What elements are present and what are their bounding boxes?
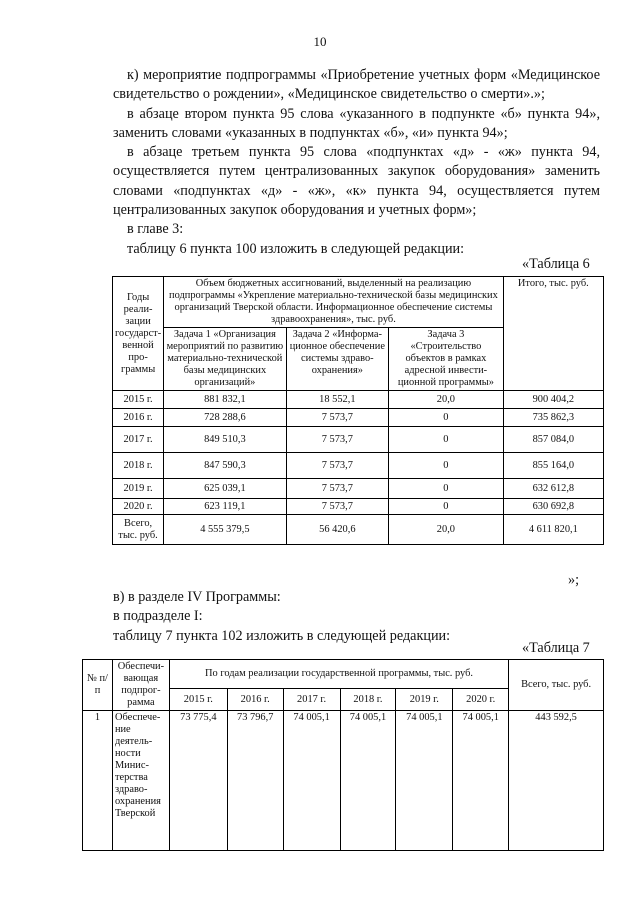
- col-years-header: Годы реали-зации государст-венной про-граммы: [113, 277, 164, 391]
- row-task1: 881 832,1: [164, 391, 286, 409]
- table-7: [82, 659, 604, 851]
- row-num: 1: [83, 711, 113, 851]
- row-year: 2018 г.: [113, 453, 164, 479]
- table6-caption: «Таблица 6: [522, 256, 590, 272]
- year-header: 2020 г.: [453, 689, 509, 711]
- paragraph-subsection1: в подразделе I:: [113, 608, 203, 625]
- row-year: 2017 г.: [113, 427, 164, 453]
- row-year: 2016 г.: [113, 409, 164, 427]
- col-total-header: Всего, тыс. руб.: [509, 660, 604, 711]
- table-row: [113, 499, 604, 515]
- total-task2: 56 420,6: [286, 515, 389, 545]
- year-header: 2019 г.: [396, 689, 453, 711]
- row-value: 73 796,7: [227, 711, 283, 851]
- row-task1: 847 590,3: [164, 453, 286, 479]
- row-year: 2019 г.: [113, 479, 164, 499]
- row-task1: 728 288,6: [164, 409, 286, 427]
- year-header: 2016 г.: [227, 689, 283, 711]
- total-row-label: Всего, тыс. руб.: [113, 515, 164, 545]
- task1-header: Задача 1 «Организация мероприятий по развитию материально-технической базы медицинских организаций»: [164, 328, 286, 391]
- row-total: 443 592,5: [509, 711, 604, 851]
- total-task1: 4 555 379,5: [164, 515, 286, 545]
- row-total: 857 084,0: [503, 427, 603, 453]
- paragraph-section4: в) в разделе IV Программы:: [113, 589, 281, 605]
- row-task2: 7 573,7: [286, 479, 389, 499]
- row-task3: 0: [389, 499, 504, 515]
- row-value: 74 005,1: [396, 711, 453, 851]
- year-header: 2015 г.: [169, 689, 227, 711]
- row-task1: 625 039,1: [164, 479, 286, 499]
- table-row: [113, 391, 604, 409]
- row-value: 74 005,1: [453, 711, 509, 851]
- row-value: 73 775,4: [169, 711, 227, 851]
- section4-text: [113, 588, 600, 646]
- row-task3: 0: [389, 479, 504, 499]
- total-task3: 20,0: [389, 515, 504, 545]
- table-6: [112, 276, 604, 545]
- row-task2: 18 552,1: [286, 391, 389, 409]
- page-number: 10: [313, 34, 327, 49]
- table-row: [113, 453, 604, 479]
- year-header: 2018 г.: [340, 689, 396, 711]
- years-group-header: По годам реализации государственной программы, тыс. руб.: [169, 660, 508, 689]
- row-total: 630 692,8: [503, 499, 603, 515]
- table-row: [83, 711, 604, 851]
- row-value: 74 005,1: [340, 711, 396, 851]
- paragraph-p95-second: в абзаце втором пункта 95 слова «указанного в подпункте «б» пункта 94», заменить словами «указанных в подпунктах «б», «и» пункта 94»;: [113, 105, 600, 141]
- table-total-row: [113, 515, 604, 545]
- row-total: 632 612,8: [503, 479, 603, 499]
- task3-header: Задача 3 «Строительство объектов в рамках адресной инвести-ционной программы»: [389, 328, 504, 391]
- budget-group-header: Объем бюджетных ассигнований, выделенный на реализацию подпрограммы «Укрепление материально-технической базы медицинских организаций Тверской области. Информационное обеспечение системы здравоохранения», тыс. руб.: [164, 277, 504, 328]
- paragraph-p95-third: в абзаце третьем пункта 95 слова «подпунктах «д» - «ж» пункта 94, осуществляется путем централизованных закупок оборудования» заменить словами «подпунктах «д» - «ж», «к» пункта 94, осуществляется путем централизованных закупок оборудования и учетных форм»;: [113, 144, 600, 219]
- total-header: Итого, тыс. руб.: [503, 277, 603, 391]
- year-header: 2017 г.: [283, 689, 340, 711]
- row-task2: 7 573,7: [286, 453, 389, 479]
- row-total: 855 164,0: [503, 453, 603, 479]
- table-row: [113, 479, 604, 499]
- row-value: 74 005,1: [283, 711, 340, 851]
- paragraph-item-k: к) мероприятие подпрограммы «Приобретение учетных форм «Медицинское свидетельство о рождении», «Медицинское свидетельство о смерти».»;: [113, 67, 600, 103]
- row-task2: 7 573,7: [286, 427, 389, 453]
- col-num-header: № п/п: [83, 660, 113, 711]
- col-org-header: Обеспечи-вающая подпрог-рамма: [112, 660, 169, 711]
- row-year: 2020 г.: [113, 499, 164, 515]
- closing-quote: »;: [568, 572, 580, 588]
- row-year: 2015 г.: [113, 391, 164, 409]
- paragraph-chapter3: в главе 3:: [127, 221, 184, 238]
- paragraph-table6-intro: таблицу 6 пункта 100 изложить в следующей редакции:: [127, 240, 465, 257]
- table7-caption: «Таблица 7: [522, 640, 590, 656]
- total-sum: 4 611 820,1: [503, 515, 603, 545]
- row-task3: 20,0: [389, 391, 504, 409]
- row-org: Обеспече-ние деятель-ности Минис-терства здраво-охранения Тверской: [112, 711, 169, 851]
- row-total: 735 862,3: [503, 409, 603, 427]
- row-task2: 7 573,7: [286, 499, 389, 515]
- task2-header: Задача 2 «Информа-ционное обеспечение системы здраво-охранения»: [286, 328, 389, 391]
- row-task1: 849 510,3: [164, 427, 286, 453]
- amendment-text: [113, 66, 600, 259]
- row-task3: 0: [389, 427, 504, 453]
- row-task1: 623 119,1: [164, 499, 286, 515]
- paragraph-table7-intro: таблицу 7 пункта 102 изложить в следующей редакции:: [113, 627, 451, 644]
- table-row: [113, 409, 604, 427]
- row-task3: 0: [389, 409, 504, 427]
- row-task2: 7 573,7: [286, 409, 389, 427]
- row-total: 900 404,2: [503, 391, 603, 409]
- table-row: [113, 427, 604, 453]
- row-task3: 0: [389, 453, 504, 479]
